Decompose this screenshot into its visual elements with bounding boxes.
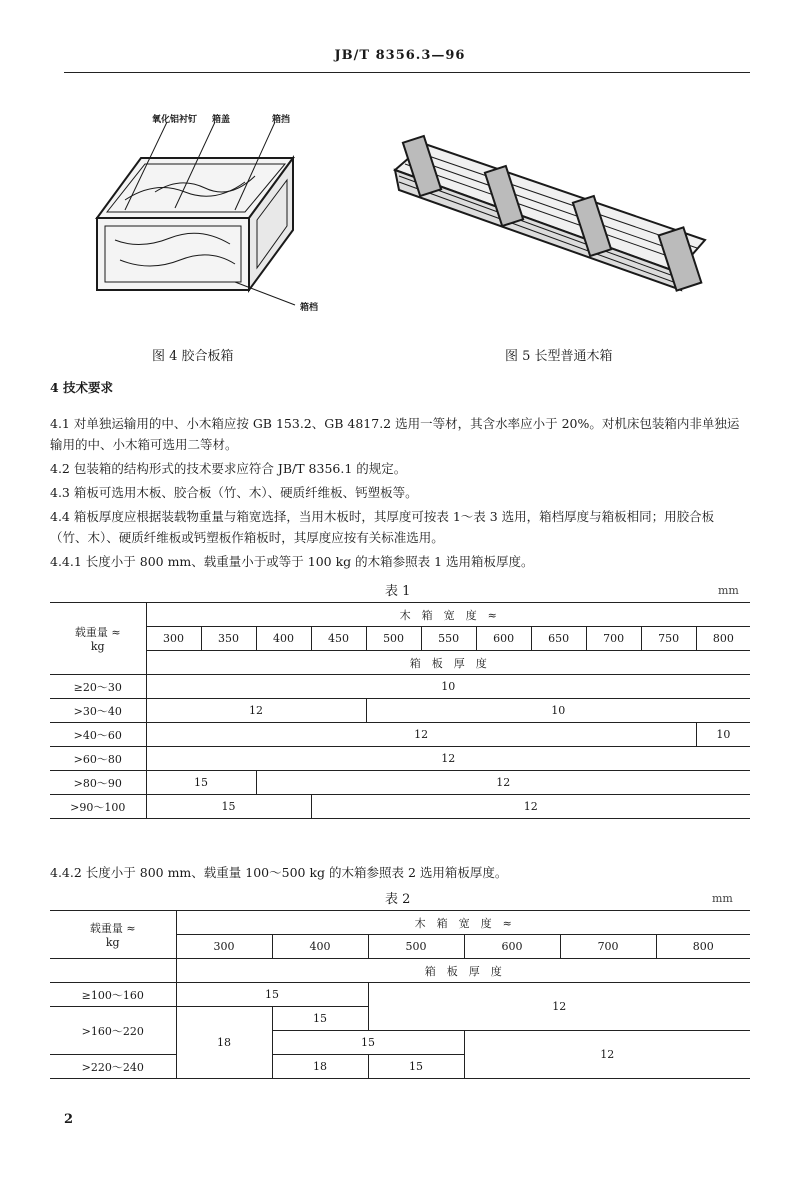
load-header: [50, 603, 146, 675]
load-header: [50, 911, 176, 959]
thickness-cell: 15: [272, 1007, 368, 1031]
table-1-caption: 表 1: [385, 584, 411, 599]
load-cell: >60～80: [50, 747, 146, 771]
thickness-cell: 15: [176, 983, 368, 1007]
long-box-figure: [385, 130, 715, 300]
paragraph-4-2: 4.2 包装箱的结构形式的技术要求应符合 JB/T 8356.1 的规定。: [50, 461, 407, 476]
load-cell: ≥20～30: [50, 675, 146, 699]
table-1-unit: mm: [718, 584, 739, 597]
width-cell: 300: [146, 627, 201, 651]
thickness-cell: 12: [256, 771, 750, 795]
width-cell: 650: [531, 627, 586, 651]
width-cell: 550: [421, 627, 476, 651]
thickness-cell: 12: [146, 747, 750, 771]
width-cell: 500: [368, 935, 464, 959]
thickness-cell: 15: [146, 795, 311, 819]
table-row: [50, 771, 750, 795]
thickness-cell: 15: [368, 1055, 464, 1079]
paragraph-4-4-2: 4.4.2 长度小于 800 mm、载重量 100～500 kg 的木箱参照表 2 选用箱板厚度。: [50, 865, 508, 880]
table-row: [50, 795, 750, 819]
figure-caption: 图 5 长型普通木箱: [505, 349, 613, 364]
header-rule: [64, 72, 750, 73]
thickness-header: 箱 板 厚 度: [146, 651, 750, 675]
width-cell: 450: [311, 627, 366, 651]
page-number: 2: [64, 1112, 74, 1127]
width-cell: 800: [656, 935, 750, 959]
load-cell: >30～40: [50, 699, 146, 723]
width-cell: 500: [366, 627, 421, 651]
load-header-label: 载重量 ≈: [74, 626, 121, 639]
thickness-cell: 10: [696, 723, 750, 747]
thickness-cell: 18: [176, 1007, 272, 1079]
section-heading: 4 技术要求: [50, 380, 114, 395]
paragraph-4-1: 4.1 对单独运输用的中、小木箱应按 GB 153.2、GB 4817.2 选用一等材，其含水率应小于 20%。对机床包装箱内非单独运输用的中、小木箱可选用二等材。: [50, 416, 740, 452]
width-cell: 400: [272, 935, 368, 959]
table-1: [50, 602, 750, 819]
figure-caption: 图 4 胶合板箱: [152, 349, 234, 364]
thickness-cell: 12: [368, 983, 750, 1031]
thickness-cell: 18: [272, 1055, 368, 1079]
width-cell: 800: [696, 627, 750, 651]
width-cell: 700: [560, 935, 656, 959]
width-cell: 750: [641, 627, 696, 651]
thickness-cell: 12: [146, 723, 696, 747]
load-cell: >40～60: [50, 723, 146, 747]
figure-label: 箱盖: [212, 115, 231, 125]
width-cell: 350: [201, 627, 256, 651]
plywood-box-figure: [85, 100, 375, 330]
width-cell: 700: [586, 627, 641, 651]
load-unit: kg: [90, 640, 105, 653]
paragraph-4-4: 4.4 箱板厚度应根据装载物重量与箱宽选择，当用木板时，其厚度可按表 1～表 3 选用，箱档厚度与箱板相同；用胶合板（竹、木）、硬质纤维板或钙塑板作箱板时，其厚度应按有关标准选用。: [50, 509, 715, 545]
paragraph-4-3: 4.3 箱板可选用木板、胶合板（竹、木）、硬质纤维板、钙塑板等。: [50, 485, 418, 500]
figure-label: 箱档: [300, 303, 319, 313]
table-row: [50, 747, 750, 771]
table-2: [50, 910, 750, 1079]
load-header-label: 载重量 ≈: [89, 922, 136, 935]
width-cell: 600: [464, 935, 560, 959]
paragraph-4-4-1: 4.4.1 长度小于 800 mm、载重量小于或等于 100 kg 的木箱参照表 1 选用箱板厚度。: [50, 554, 534, 569]
running-header: JB/T 8356.3—96: [334, 48, 466, 63]
load-cell: >90～100: [50, 795, 146, 819]
figure-label: 氧化铝衬钉: [152, 115, 198, 125]
table-row: [50, 699, 750, 723]
load-cell: >80～90: [50, 771, 146, 795]
figure-label: 箱挡: [272, 115, 291, 125]
load-unit: kg: [105, 936, 120, 949]
thickness-cell: 15: [272, 1031, 464, 1055]
width-header: 木 箱 宽 度 ≈: [146, 603, 750, 627]
load-cell: ≥100～160: [50, 983, 176, 1007]
load-cell: >160～220: [50, 1007, 176, 1055]
width-header: 木 箱 宽 度 ≈: [176, 911, 750, 935]
thickness-cell: 15: [146, 771, 256, 795]
thickness-cell: 12: [464, 1031, 750, 1079]
table-row: [50, 723, 750, 747]
width-cell: 400: [256, 627, 311, 651]
thickness-cell: 10: [146, 675, 750, 699]
table-row: [50, 675, 750, 699]
table-2-unit: mm: [712, 892, 733, 905]
width-cell: 600: [476, 627, 531, 651]
thickness-header: 箱 板 厚 度: [176, 959, 750, 983]
width-cell: 300: [176, 935, 272, 959]
thickness-cell: 12: [311, 795, 750, 819]
load-cell: >220～240: [50, 1055, 176, 1079]
thickness-cell: 12: [146, 699, 366, 723]
table-2-caption: 表 2: [385, 892, 411, 907]
thickness-cell: 10: [366, 699, 750, 723]
